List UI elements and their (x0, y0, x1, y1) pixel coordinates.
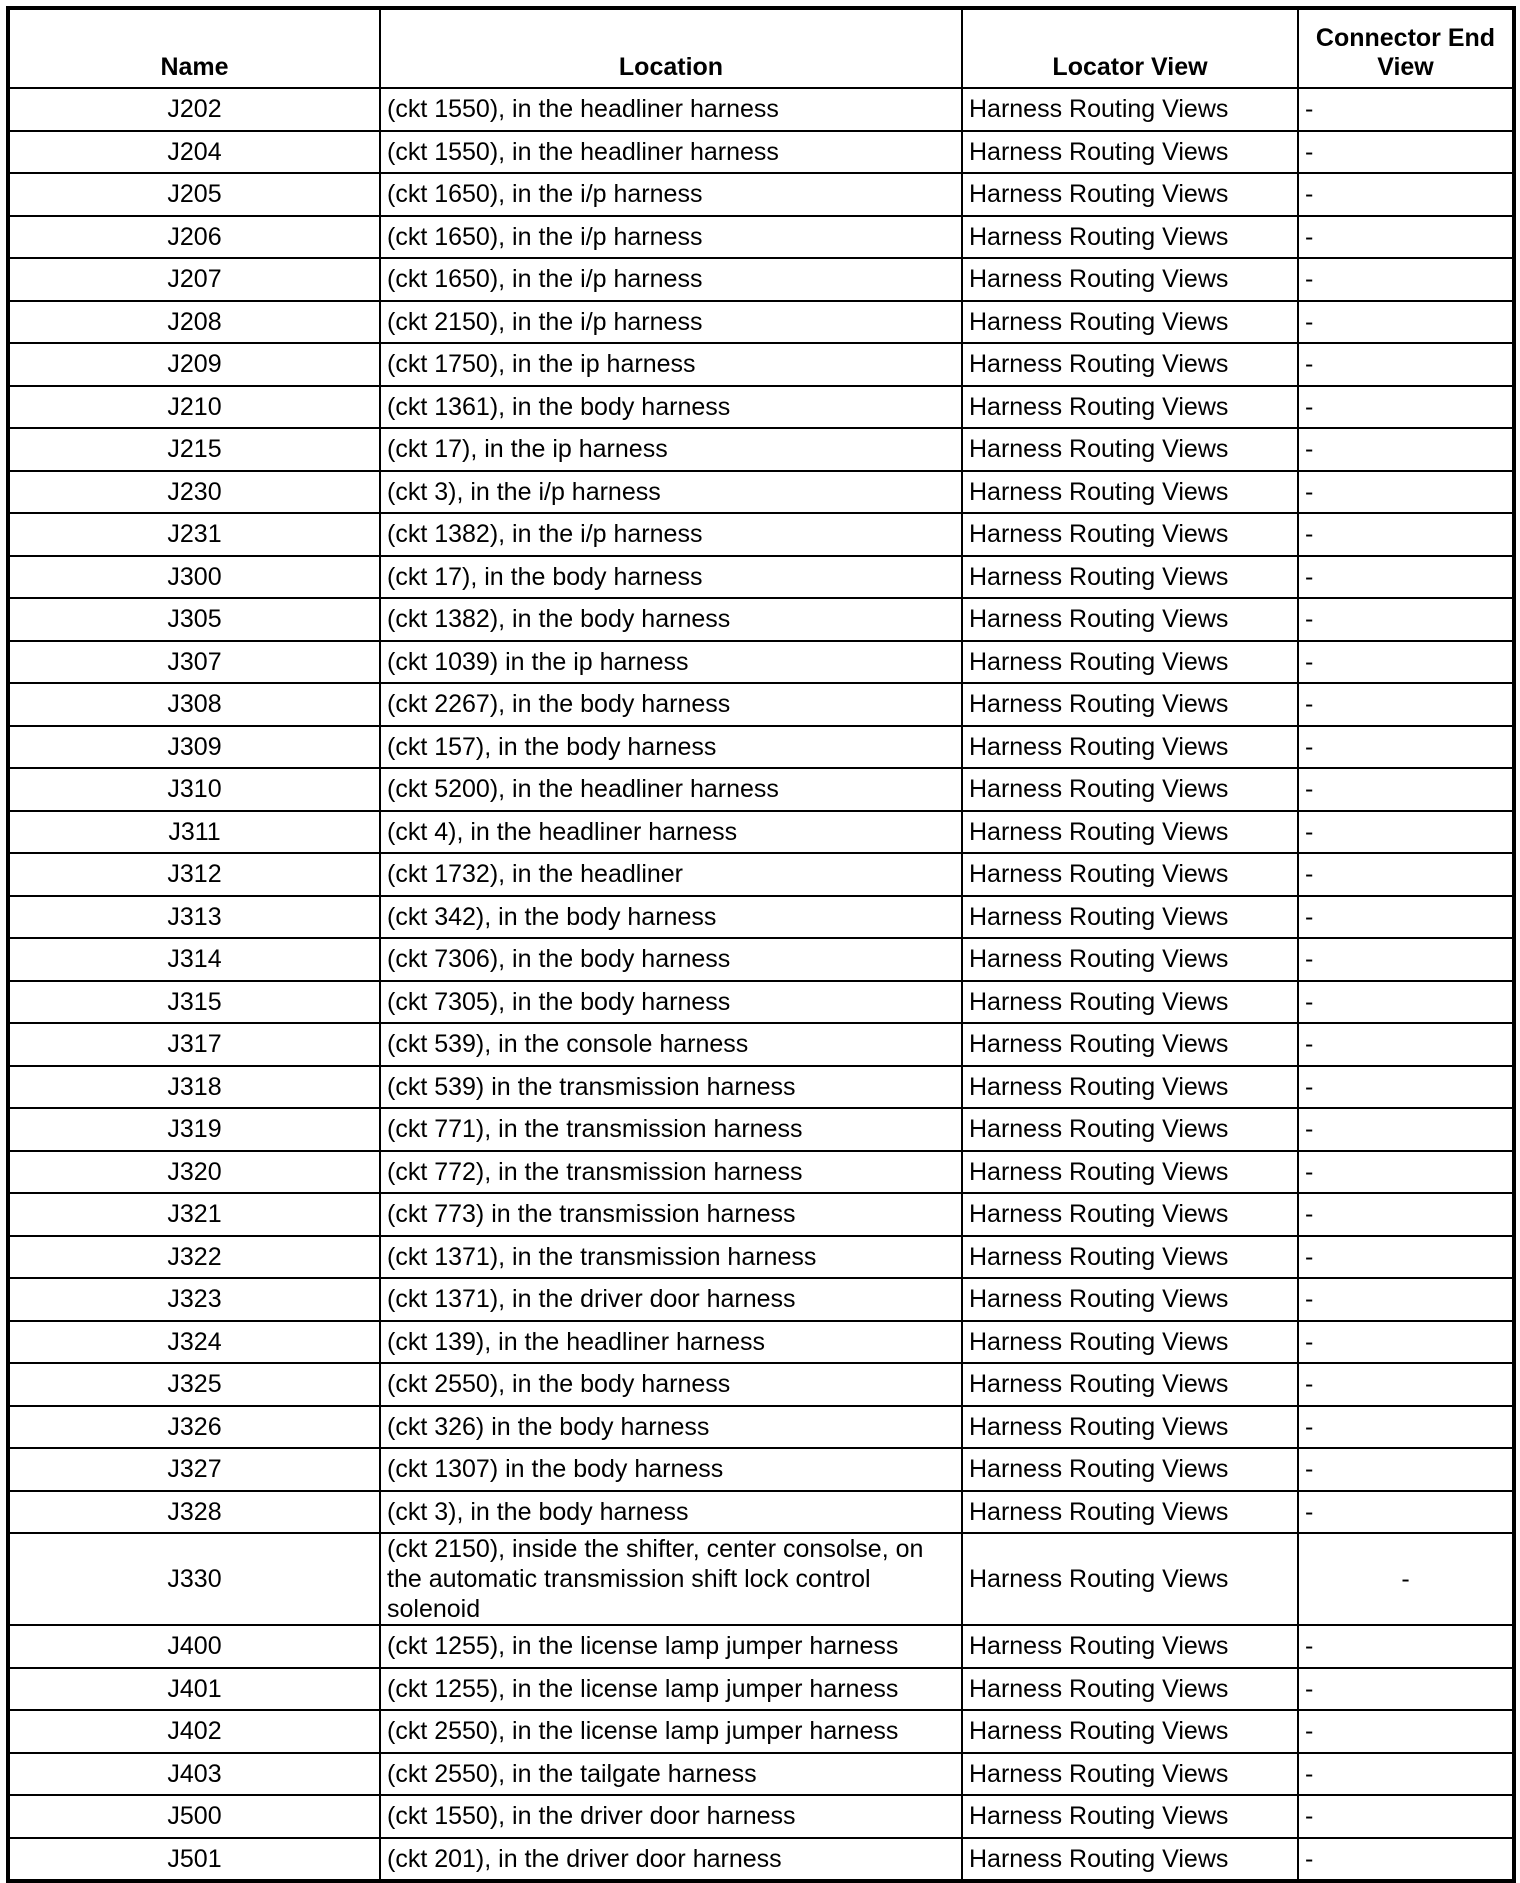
locator-view-cell: Harness Routing Views (962, 1321, 1298, 1364)
locator-view-cell: Harness Routing Views (962, 301, 1298, 344)
name-cell: J400 (8, 1625, 380, 1668)
location-cell: (ckt 1371), in the transmission harness (380, 1236, 962, 1279)
connector-end-view-cell: - (1298, 683, 1514, 726)
name-cell: J328 (8, 1491, 380, 1534)
location-cell: (ckt 17), in the body harness (380, 556, 962, 599)
table-row (8, 513, 1514, 556)
name-cell: J208 (8, 301, 380, 344)
table-row (8, 1533, 1514, 1625)
table-row (8, 1406, 1514, 1449)
name-cell: J402 (8, 1710, 380, 1753)
table-row (8, 556, 1514, 599)
locator-view-cell: Harness Routing Views (962, 1668, 1298, 1711)
table-row (8, 981, 1514, 1024)
locator-view-cell: Harness Routing Views (962, 981, 1298, 1024)
connector-end-view-cell: - (1298, 343, 1514, 386)
locator-view-cell: Harness Routing Views (962, 683, 1298, 726)
connector-end-view-cell: - (1298, 726, 1514, 769)
connector-end-view-cell: - (1298, 1838, 1514, 1882)
connector-end-view-cell: - (1298, 1710, 1514, 1753)
table-row (8, 896, 1514, 939)
location-cell: (ckt 773) in the transmission harness (380, 1193, 962, 1236)
locator-view-cell: Harness Routing Views (962, 258, 1298, 301)
connector-end-view-cell: - (1298, 853, 1514, 896)
table-row (8, 88, 1514, 131)
location-cell: (ckt 139), in the headliner harness (380, 1321, 962, 1364)
name-cell: J324 (8, 1321, 380, 1364)
name-cell: J403 (8, 1753, 380, 1796)
location-cell: (ckt 771), in the transmission harness (380, 1108, 962, 1151)
location-cell: (ckt 1732), in the headliner (380, 853, 962, 896)
connector-end-view-cell: - (1298, 938, 1514, 981)
name-cell: J317 (8, 1023, 380, 1066)
name-cell: J209 (8, 343, 380, 386)
location-cell: (ckt 1750), in the ip harness (380, 343, 962, 386)
header-locator-view: Locator View (962, 8, 1298, 88)
location-cell: (ckt 1307) in the body harness (380, 1448, 962, 1491)
name-cell: J230 (8, 471, 380, 514)
locator-view-cell: Harness Routing Views (962, 343, 1298, 386)
connector-end-view-cell: - (1298, 1491, 1514, 1534)
name-cell: J330 (8, 1533, 380, 1625)
locator-view-cell: Harness Routing Views (962, 386, 1298, 429)
header-location: Location (380, 8, 962, 88)
connector-end-view-cell: - (1298, 386, 1514, 429)
connector-end-view-cell: - (1298, 598, 1514, 641)
connector-end-view-cell: - (1298, 768, 1514, 811)
locator-view-cell: Harness Routing Views (962, 641, 1298, 684)
locator-view-cell: Harness Routing Views (962, 131, 1298, 174)
name-cell: J320 (8, 1151, 380, 1194)
table-row (8, 1193, 1514, 1236)
table-row (8, 428, 1514, 471)
table-row (8, 1753, 1514, 1796)
table-row (8, 1448, 1514, 1491)
locator-view-cell: Harness Routing Views (962, 853, 1298, 896)
location-cell: (ckt 1650), in the i/p harness (380, 258, 962, 301)
location-cell: (ckt 539), in the console harness (380, 1023, 962, 1066)
locator-view-cell: Harness Routing Views (962, 88, 1298, 131)
table-row (8, 1491, 1514, 1534)
name-cell: J322 (8, 1236, 380, 1279)
locator-view-cell: Harness Routing Views (962, 1278, 1298, 1321)
connector-end-view-cell: - (1298, 301, 1514, 344)
location-cell: (ckt 4), in the headliner harness (380, 811, 962, 854)
location-cell: (ckt 2150), in the i/p harness (380, 301, 962, 344)
header-row (8, 8, 1514, 88)
name-cell: J500 (8, 1795, 380, 1838)
locator-view-cell: Harness Routing Views (962, 1753, 1298, 1796)
connector-end-view-cell: - (1298, 1533, 1514, 1625)
name-cell: J310 (8, 768, 380, 811)
table-row (8, 853, 1514, 896)
table-row (8, 471, 1514, 514)
locator-view-cell: Harness Routing Views (962, 1193, 1298, 1236)
connector-table (6, 6, 1516, 1883)
locator-view-cell: Harness Routing Views (962, 1023, 1298, 1066)
connector-end-view-cell: - (1298, 1023, 1514, 1066)
name-cell: J231 (8, 513, 380, 556)
connector-end-view-cell: - (1298, 981, 1514, 1024)
locator-view-cell: Harness Routing Views (962, 811, 1298, 854)
name-cell: J309 (8, 726, 380, 769)
connector-end-view-cell: - (1298, 173, 1514, 216)
locator-view-cell: Harness Routing Views (962, 598, 1298, 641)
table-row (8, 726, 1514, 769)
location-cell: (ckt 1371), in the driver door harness (380, 1278, 962, 1321)
name-cell: J318 (8, 1066, 380, 1109)
name-cell: J501 (8, 1838, 380, 1882)
location-cell: (ckt 1650), in the i/p harness (380, 216, 962, 259)
location-cell: (ckt 1650), in the i/p harness (380, 173, 962, 216)
name-cell: J315 (8, 981, 380, 1024)
location-cell: (ckt 1255), in the license lamp jumper harness (380, 1625, 962, 1668)
table-row (8, 258, 1514, 301)
locator-view-cell: Harness Routing Views (962, 1838, 1298, 1882)
locator-view-cell: Harness Routing Views (962, 1795, 1298, 1838)
name-cell: J314 (8, 938, 380, 981)
table-row (8, 343, 1514, 386)
connector-end-view-cell: - (1298, 1151, 1514, 1194)
location-cell: (ckt 1361), in the body harness (380, 386, 962, 429)
table-row (8, 1321, 1514, 1364)
header-connector-end-view: Connector End View (1298, 8, 1514, 88)
table-row (8, 173, 1514, 216)
name-cell: J305 (8, 598, 380, 641)
location-cell: (ckt 1550), in the headliner harness (380, 88, 962, 131)
connector-end-view-cell: - (1298, 513, 1514, 556)
connector-end-view-cell: - (1298, 1668, 1514, 1711)
table-row (8, 1838, 1514, 1882)
table-row (8, 598, 1514, 641)
connector-end-view-cell: - (1298, 1193, 1514, 1236)
connector-end-view-cell: - (1298, 556, 1514, 599)
table-row (8, 1151, 1514, 1194)
table-row (8, 1710, 1514, 1753)
locator-view-cell: Harness Routing Views (962, 556, 1298, 599)
name-cell: J202 (8, 88, 380, 131)
table-row (8, 301, 1514, 344)
connector-end-view-cell: - (1298, 1795, 1514, 1838)
name-cell: J312 (8, 853, 380, 896)
table-row (8, 216, 1514, 259)
location-cell: (ckt 1255), in the license lamp jumper harness (380, 1668, 962, 1711)
header-name: Name (8, 8, 380, 88)
table-row (8, 1625, 1514, 1668)
locator-view-cell: Harness Routing Views (962, 768, 1298, 811)
locator-view-cell: Harness Routing Views (962, 1151, 1298, 1194)
table-row (8, 938, 1514, 981)
table-row (8, 1363, 1514, 1406)
locator-view-cell: Harness Routing Views (962, 1710, 1298, 1753)
location-cell: (ckt 17), in the ip harness (380, 428, 962, 471)
table-row (8, 1668, 1514, 1711)
table-row (8, 683, 1514, 726)
locator-view-cell: Harness Routing Views (962, 1533, 1298, 1625)
locator-view-cell: Harness Routing Views (962, 428, 1298, 471)
connector-end-view-cell: - (1298, 216, 1514, 259)
name-cell: J204 (8, 131, 380, 174)
location-cell: (ckt 1039) in the ip harness (380, 641, 962, 684)
locator-view-cell: Harness Routing Views (962, 1491, 1298, 1534)
locator-view-cell: Harness Routing Views (962, 1236, 1298, 1279)
name-cell: J401 (8, 1668, 380, 1711)
connector-end-view-cell: - (1298, 88, 1514, 131)
connector-end-view-cell: - (1298, 1236, 1514, 1279)
table-row (8, 131, 1514, 174)
table-row (8, 1795, 1514, 1838)
table-row (8, 1108, 1514, 1151)
locator-view-cell: Harness Routing Views (962, 938, 1298, 981)
table-row (8, 1023, 1514, 1066)
locator-view-cell: Harness Routing Views (962, 1108, 1298, 1151)
connector-end-view-cell: - (1298, 641, 1514, 684)
connector-end-view-cell: - (1298, 1448, 1514, 1491)
location-cell: (ckt 7305), in the body harness (380, 981, 962, 1024)
name-cell: J323 (8, 1278, 380, 1321)
location-cell: (ckt 3), in the body harness (380, 1491, 962, 1534)
table-row (8, 641, 1514, 684)
locator-view-cell: Harness Routing Views (962, 896, 1298, 939)
locator-view-cell: Harness Routing Views (962, 1448, 1298, 1491)
table-row (8, 1278, 1514, 1321)
connector-end-view-cell: - (1298, 131, 1514, 174)
table-row (8, 1236, 1514, 1279)
connector-end-view-cell: - (1298, 1363, 1514, 1406)
connector-end-view-cell: - (1298, 428, 1514, 471)
location-cell: (ckt 342), in the body harness (380, 896, 962, 939)
name-cell: J327 (8, 1448, 380, 1491)
locator-view-cell: Harness Routing Views (962, 1363, 1298, 1406)
table-body (8, 88, 1514, 1881)
connector-end-view-cell: - (1298, 258, 1514, 301)
table-row (8, 811, 1514, 854)
location-cell: (ckt 5200), in the headliner harness (380, 768, 962, 811)
name-cell: J205 (8, 173, 380, 216)
connector-end-view-cell: - (1298, 1753, 1514, 1796)
locator-view-cell: Harness Routing Views (962, 513, 1298, 556)
name-cell: J326 (8, 1406, 380, 1449)
locator-view-cell: Harness Routing Views (962, 173, 1298, 216)
location-cell: (ckt 2267), in the body harness (380, 683, 962, 726)
location-cell: (ckt 1382), in the i/p harness (380, 513, 962, 556)
location-cell: (ckt 7306), in the body harness (380, 938, 962, 981)
connector-end-view-cell: - (1298, 1625, 1514, 1668)
name-cell: J215 (8, 428, 380, 471)
location-cell: (ckt 2550), in the tailgate harness (380, 1753, 962, 1796)
name-cell: J307 (8, 641, 380, 684)
connector-end-view-cell: - (1298, 1108, 1514, 1151)
connector-end-view-cell: - (1298, 1321, 1514, 1364)
location-cell: (ckt 772), in the transmission harness (380, 1151, 962, 1194)
name-cell: J321 (8, 1193, 380, 1236)
name-cell: J300 (8, 556, 380, 599)
connector-end-view-cell: - (1298, 1066, 1514, 1109)
connector-end-view-cell: - (1298, 1278, 1514, 1321)
locator-view-cell: Harness Routing Views (962, 216, 1298, 259)
locator-view-cell: Harness Routing Views (962, 1406, 1298, 1449)
location-cell: (ckt 2550), in the license lamp jumper harness (380, 1710, 962, 1753)
connector-end-view-cell: - (1298, 1406, 1514, 1449)
locator-view-cell: Harness Routing Views (962, 1066, 1298, 1109)
location-cell: (ckt 1382), in the body harness (380, 598, 962, 641)
locator-view-cell: Harness Routing Views (962, 1625, 1298, 1668)
name-cell: J206 (8, 216, 380, 259)
location-cell: (ckt 326) in the body harness (380, 1406, 962, 1449)
table-row (8, 1066, 1514, 1109)
name-cell: J311 (8, 811, 380, 854)
name-cell: J210 (8, 386, 380, 429)
location-cell: (ckt 3), in the i/p harness (380, 471, 962, 514)
location-cell: (ckt 539) in the transmission harness (380, 1066, 962, 1109)
location-cell: (ckt 201), in the driver door harness (380, 1838, 962, 1882)
connector-end-view-cell: - (1298, 471, 1514, 514)
name-cell: J325 (8, 1363, 380, 1406)
name-cell: J319 (8, 1108, 380, 1151)
connector-end-view-cell: - (1298, 896, 1514, 939)
location-cell: (ckt 2150), inside the shifter, center consolse, on the automatic transmission shift lock control solenoid (380, 1533, 962, 1625)
location-cell: (ckt 1550), in the headliner harness (380, 131, 962, 174)
name-cell: J313 (8, 896, 380, 939)
location-cell: (ckt 1550), in the driver door harness (380, 1795, 962, 1838)
locator-view-cell: Harness Routing Views (962, 726, 1298, 769)
location-cell: (ckt 2550), in the body harness (380, 1363, 962, 1406)
connector-end-view-cell: - (1298, 811, 1514, 854)
name-cell: J308 (8, 683, 380, 726)
location-cell: (ckt 157), in the body harness (380, 726, 962, 769)
name-cell: J207 (8, 258, 380, 301)
table-row (8, 768, 1514, 811)
table-row (8, 386, 1514, 429)
locator-view-cell: Harness Routing Views (962, 471, 1298, 514)
